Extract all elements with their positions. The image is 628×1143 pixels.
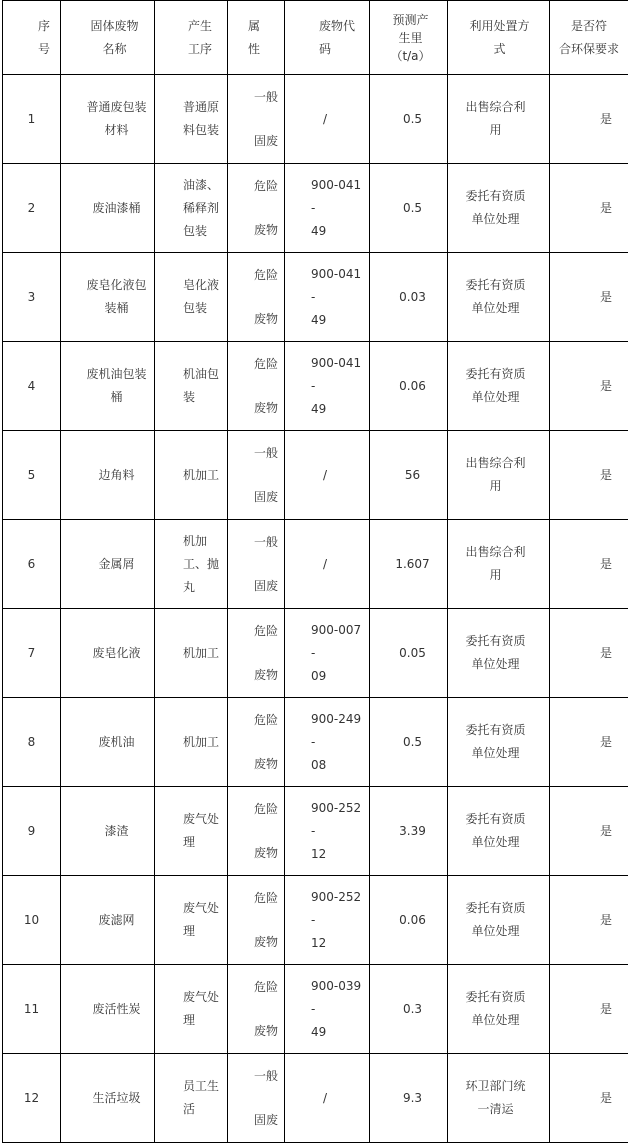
table-row — [3, 253, 628, 342]
cell-compliance-text: 是 — [550, 108, 628, 131]
cell-disposal — [448, 164, 550, 253]
cell-waste-name — [61, 876, 155, 965]
cell-waste-code — [285, 520, 370, 609]
cell-attribute-text: 危险 废物 — [228, 264, 284, 330]
cell-waste-name — [61, 75, 155, 164]
cell-compliance-text: 是 — [550, 909, 628, 932]
cell-waste-code-text: 900-041- 49 — [285, 263, 369, 332]
cell-seq — [3, 787, 61, 876]
cell-compliance-text: 是 — [550, 642, 628, 665]
cell-compliance-text: 是 — [550, 286, 628, 309]
cell-compliance — [550, 164, 628, 253]
cell-disposal-text: 委托有资质 单位处理 — [448, 808, 549, 854]
cell-process — [155, 253, 228, 342]
cell-process-text: 机加工 — [155, 642, 227, 665]
cell-waste-code-text: 900-039- 49 — [285, 975, 369, 1044]
header-compliance — [550, 1, 628, 75]
cell-seq — [3, 164, 61, 253]
cell-process-text: 机加工 — [155, 731, 227, 754]
cell-waste-code — [285, 965, 370, 1054]
cell-compliance — [550, 253, 628, 342]
cell-process — [155, 876, 228, 965]
cell-amount — [370, 342, 448, 431]
cell-process — [155, 1054, 228, 1143]
cell-disposal-text: 委托有资质 单位处理 — [448, 986, 549, 1032]
cell-waste-code-text: / — [285, 1087, 369, 1110]
cell-disposal — [448, 1054, 550, 1143]
cell-attribute — [228, 1054, 285, 1143]
cell-waste-code-text: 900-007- 09 — [285, 619, 369, 688]
cell-attribute-text: 一般 固废 — [228, 86, 284, 152]
cell-amount — [370, 520, 448, 609]
cell-attribute — [228, 787, 285, 876]
table-row — [3, 520, 628, 609]
cell-attribute — [228, 75, 285, 164]
cell-attribute — [228, 609, 285, 698]
cell-attribute-text: 危险 废物 — [228, 175, 284, 241]
cell-waste-code-text: / — [285, 108, 369, 131]
cell-waste-name-text: 废活性炭 — [61, 998, 154, 1021]
cell-compliance-text: 是 — [550, 820, 628, 843]
cell-disposal-text: 委托有资质 单位处理 — [448, 719, 549, 765]
cell-attribute — [228, 164, 285, 253]
cell-amount-text: 0.3 — [370, 998, 447, 1021]
cell-compliance-text: 是 — [550, 197, 628, 220]
table-row — [3, 876, 628, 965]
cell-disposal — [448, 342, 550, 431]
cell-waste-name-text: 普通废包装 材料 — [61, 96, 154, 142]
cell-seq-text: 8 — [3, 731, 60, 754]
cell-seq-text: 10 — [3, 909, 60, 932]
cell-waste-code — [285, 876, 370, 965]
header-process-label: 产生 工序 — [155, 15, 227, 61]
cell-process-text: 普通原 料包装 — [155, 96, 227, 142]
cell-amount — [370, 698, 448, 787]
cell-process-text: 油漆、 稀释剂包装 — [155, 174, 227, 243]
cell-waste-name — [61, 609, 155, 698]
cell-waste-name-text: 漆渣 — [61, 820, 154, 843]
cell-process-text: 废气处 理 — [155, 986, 227, 1032]
cell-process — [155, 698, 228, 787]
cell-compliance — [550, 1054, 628, 1143]
table-row — [3, 965, 628, 1054]
cell-disposal-text: 委托有资质 单位处理 — [448, 897, 549, 943]
header-disposal-label: 利用处置方 式 — [448, 15, 549, 61]
cell-seq — [3, 342, 61, 431]
cell-compliance — [550, 609, 628, 698]
cell-waste-name-text: 废皂化液包 装桶 — [61, 274, 154, 320]
header-waste-name — [61, 1, 155, 75]
cell-amount — [370, 164, 448, 253]
cell-process-text: 皂化液 包装 — [155, 274, 227, 320]
cell-waste-name — [61, 787, 155, 876]
table-row — [3, 609, 628, 698]
cell-disposal-text: 出售综合利 用 — [448, 452, 549, 498]
cell-seq-text: 2 — [3, 197, 60, 220]
cell-process — [155, 965, 228, 1054]
cell-seq — [3, 876, 61, 965]
cell-amount-text: 1.607 — [370, 553, 447, 576]
table-row — [3, 342, 628, 431]
cell-disposal — [448, 520, 550, 609]
cell-waste-code-text: 900-041- 49 — [285, 352, 369, 421]
cell-seq — [3, 253, 61, 342]
cell-amount — [370, 876, 448, 965]
cell-compliance — [550, 965, 628, 1054]
cell-process — [155, 787, 228, 876]
cell-compliance — [550, 431, 628, 520]
table-header-row — [3, 1, 628, 75]
cell-seq-text: 9 — [3, 820, 60, 843]
cell-disposal-text: 委托有资质 单位处理 — [448, 363, 549, 409]
cell-waste-code-text: 900-252- 12 — [285, 886, 369, 955]
cell-amount-text: 0.5 — [370, 731, 447, 754]
cell-waste-name — [61, 164, 155, 253]
cell-disposal — [448, 75, 550, 164]
cell-amount-text: 0.5 — [370, 197, 447, 220]
cell-disposal-text: 出售综合利 用 — [448, 96, 549, 142]
cell-disposal — [448, 609, 550, 698]
cell-disposal-text: 委托有资质 单位处理 — [448, 274, 549, 320]
header-attribute-label: 属 性 — [228, 15, 284, 61]
header-compliance-label: 是否符 合环保要求 — [550, 15, 628, 61]
cell-compliance — [550, 342, 628, 431]
cell-waste-name — [61, 965, 155, 1054]
table-row — [3, 164, 628, 253]
header-amount-label: 预测产 生里 （t/a） — [370, 11, 447, 65]
cell-amount-text: 0.06 — [370, 909, 447, 932]
cell-process — [155, 431, 228, 520]
header-waste-name-label: 固体废物 名称 — [61, 15, 154, 61]
cell-waste-code — [285, 253, 370, 342]
header-attribute — [228, 1, 285, 75]
table-row — [3, 787, 628, 876]
cell-waste-code — [285, 1054, 370, 1143]
cell-waste-name-text: 边角料 — [61, 464, 154, 487]
cell-amount — [370, 253, 448, 342]
cell-process — [155, 164, 228, 253]
cell-waste-code-text: 900-249- 08 — [285, 708, 369, 777]
cell-amount-text: 0.03 — [370, 286, 447, 309]
cell-seq — [3, 1054, 61, 1143]
cell-waste-name-text: 废机油包装 桶 — [61, 363, 154, 409]
cell-waste-code — [285, 164, 370, 253]
cell-seq — [3, 965, 61, 1054]
cell-disposal-text: 出售综合利 用 — [448, 541, 549, 587]
cell-disposal-text: 委托有资质 单位处理 — [448, 185, 549, 231]
cell-amount — [370, 431, 448, 520]
cell-process-text: 机加工 — [155, 464, 227, 487]
cell-attribute — [228, 431, 285, 520]
cell-waste-code — [285, 698, 370, 787]
cell-process — [155, 520, 228, 609]
cell-process-text: 机加 工、抛丸 — [155, 530, 227, 599]
cell-attribute-text: 危险 废物 — [228, 709, 284, 775]
cell-amount — [370, 609, 448, 698]
cell-waste-name — [61, 520, 155, 609]
cell-attribute-text: 危险 废物 — [228, 798, 284, 864]
cell-attribute — [228, 698, 285, 787]
cell-attribute-text: 危险 废物 — [228, 976, 284, 1042]
table-row — [3, 75, 628, 164]
cell-waste-name-text: 废滤网 — [61, 909, 154, 932]
cell-amount — [370, 787, 448, 876]
cell-attribute — [228, 520, 285, 609]
cell-disposal-text: 环卫部门统 一清运 — [448, 1075, 549, 1121]
cell-seq-text: 4 — [3, 375, 60, 398]
cell-amount — [370, 1054, 448, 1143]
cell-compliance — [550, 787, 628, 876]
table-row — [3, 1054, 628, 1143]
cell-process — [155, 342, 228, 431]
cell-attribute — [228, 342, 285, 431]
cell-compliance — [550, 520, 628, 609]
cell-disposal-text: 委托有资质 单位处理 — [448, 630, 549, 676]
cell-compliance-text: 是 — [550, 375, 628, 398]
cell-disposal — [448, 787, 550, 876]
cell-disposal — [448, 431, 550, 520]
cell-disposal — [448, 698, 550, 787]
cell-compliance — [550, 75, 628, 164]
cell-amount-text: 0.5 — [370, 108, 447, 131]
cell-waste-name-text: 废皂化液 — [61, 642, 154, 665]
cell-amount-text: 0.06 — [370, 375, 447, 398]
cell-waste-code — [285, 787, 370, 876]
cell-process — [155, 609, 228, 698]
table-row — [3, 431, 628, 520]
cell-waste-code-text: 900-252- 12 — [285, 797, 369, 866]
cell-compliance-text: 是 — [550, 998, 628, 1021]
cell-amount — [370, 965, 448, 1054]
cell-disposal — [448, 965, 550, 1054]
cell-waste-name-text: 生活垃圾 — [61, 1087, 154, 1110]
header-seq — [3, 1, 61, 75]
cell-waste-code — [285, 609, 370, 698]
cell-disposal — [448, 253, 550, 342]
solid-waste-table — [2, 0, 628, 1143]
cell-attribute — [228, 965, 285, 1054]
cell-waste-code — [285, 342, 370, 431]
header-waste-code-label: 废物代 码 — [285, 15, 369, 61]
cell-process-text: 机油包 装 — [155, 363, 227, 409]
cell-seq — [3, 75, 61, 164]
cell-amount-text: 0.05 — [370, 642, 447, 665]
cell-waste-name-text: 废机油 — [61, 731, 154, 754]
cell-process-text: 废气处 理 — [155, 897, 227, 943]
cell-seq — [3, 520, 61, 609]
cell-seq-text: 7 — [3, 642, 60, 665]
cell-amount-text: 9.3 — [370, 1087, 447, 1110]
cell-waste-name — [61, 698, 155, 787]
table-body — [3, 75, 628, 1143]
cell-amount-text: 56 — [370, 464, 447, 487]
cell-amount — [370, 75, 448, 164]
cell-compliance — [550, 876, 628, 965]
cell-waste-name — [61, 342, 155, 431]
cell-compliance — [550, 698, 628, 787]
cell-seq-text: 12 — [3, 1087, 60, 1110]
table-row — [3, 698, 628, 787]
cell-waste-name — [61, 253, 155, 342]
cell-compliance-text: 是 — [550, 1087, 628, 1110]
cell-seq-text: 5 — [3, 464, 60, 487]
cell-waste-name — [61, 1054, 155, 1143]
cell-compliance-text: 是 — [550, 553, 628, 576]
cell-waste-code-text: / — [285, 553, 369, 576]
header-process — [155, 1, 228, 75]
cell-process-text: 员工生 活 — [155, 1075, 227, 1121]
cell-waste-name-text: 金属屑 — [61, 553, 154, 576]
cell-compliance-text: 是 — [550, 464, 628, 487]
cell-process — [155, 75, 228, 164]
header-seq-label: 序 号 — [3, 15, 60, 61]
cell-compliance-text: 是 — [550, 731, 628, 754]
cell-waste-name-text: 废油漆桶 — [61, 197, 154, 220]
cell-amount-text: 3.39 — [370, 820, 447, 843]
cell-waste-name — [61, 431, 155, 520]
cell-attribute-text: 危险 废物 — [228, 887, 284, 953]
cell-waste-code — [285, 431, 370, 520]
cell-seq — [3, 609, 61, 698]
cell-attribute — [228, 876, 285, 965]
cell-attribute-text: 一般 固废 — [228, 1065, 284, 1131]
cell-seq-text: 3 — [3, 286, 60, 309]
cell-waste-code-text: 900-041- 49 — [285, 174, 369, 243]
header-waste-code — [285, 1, 370, 75]
cell-waste-code — [285, 75, 370, 164]
cell-seq-text: 6 — [3, 553, 60, 576]
cell-seq-text: 1 — [3, 108, 60, 131]
cell-process-text: 废气处 理 — [155, 808, 227, 854]
cell-attribute — [228, 253, 285, 342]
header-amount — [370, 1, 448, 75]
header-disposal — [448, 1, 550, 75]
cell-attribute-text: 一般 固废 — [228, 531, 284, 597]
cell-waste-code-text: / — [285, 464, 369, 487]
cell-attribute-text: 危险 废物 — [228, 353, 284, 419]
cell-disposal — [448, 876, 550, 965]
cell-seq — [3, 698, 61, 787]
cell-attribute-text: 一般 固废 — [228, 442, 284, 508]
cell-attribute-text: 危险 废物 — [228, 620, 284, 686]
cell-seq-text: 11 — [3, 998, 60, 1021]
cell-seq — [3, 431, 61, 520]
